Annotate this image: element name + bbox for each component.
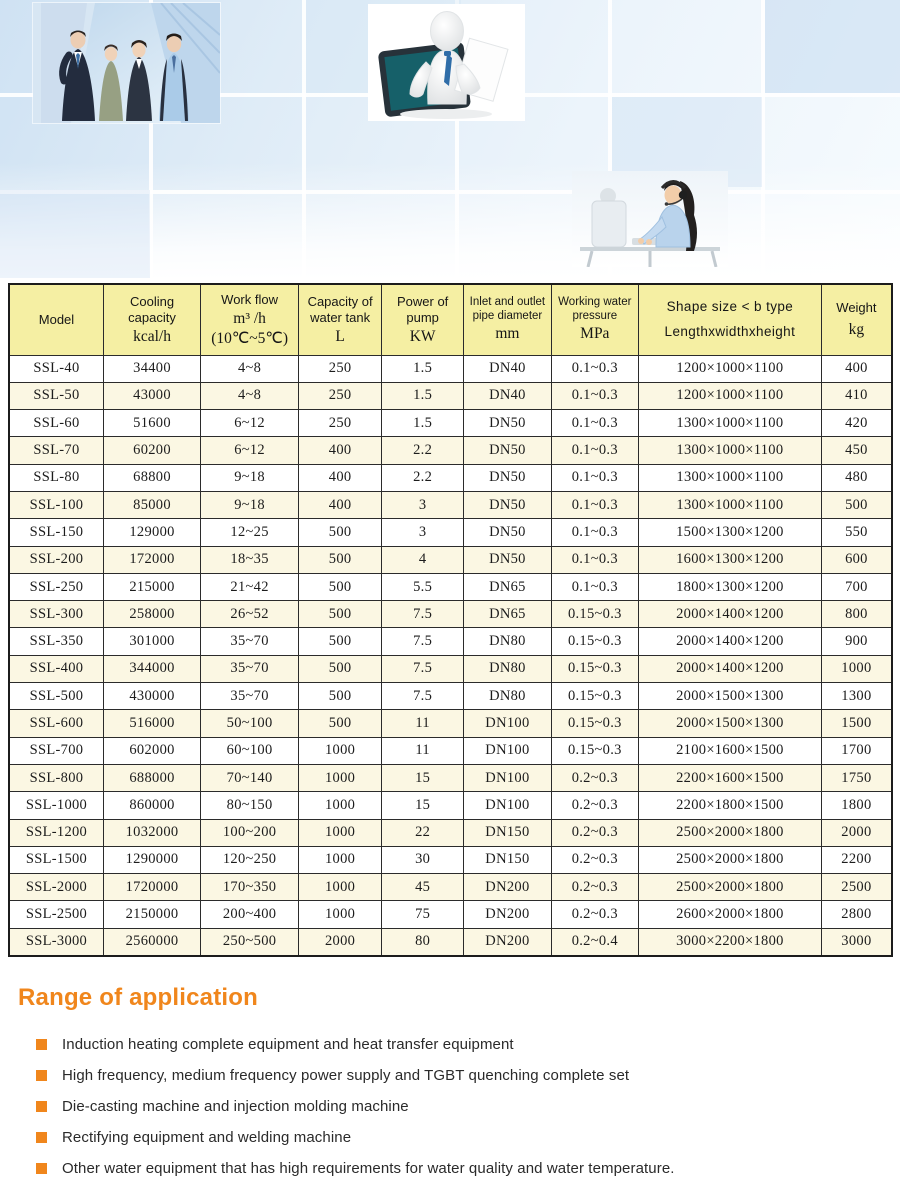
spec-cell: 43000 bbox=[103, 382, 200, 409]
spec-cell: DN80 bbox=[464, 628, 551, 655]
spec-cell: 500 bbox=[299, 573, 382, 600]
spec-cell: SSL-70 bbox=[9, 437, 103, 464]
spec-cell: 0.2~0.3 bbox=[551, 901, 638, 928]
spec-cell: 2500×2000×1800 bbox=[639, 874, 822, 901]
spec-row-SSL-500 bbox=[9, 683, 892, 710]
bullet-square-icon bbox=[36, 1039, 47, 1050]
spec-row-SSL-300 bbox=[9, 601, 892, 628]
spec-cell: 9~18 bbox=[201, 464, 299, 491]
spec-cell: DN65 bbox=[464, 601, 551, 628]
spec-cell: 1.5 bbox=[382, 410, 464, 437]
spec-cell: 0.1~0.3 bbox=[551, 519, 638, 546]
spec-cell: 0.2~0.3 bbox=[551, 819, 638, 846]
spec-cell: 18~35 bbox=[201, 546, 299, 573]
spec-cell: 1200×1000×1100 bbox=[639, 355, 822, 382]
spec-cell: 2000 bbox=[821, 819, 892, 846]
spec-cell: 1290000 bbox=[103, 846, 200, 873]
spec-cell: 0.2~0.3 bbox=[551, 846, 638, 873]
spec-cell: 2500 bbox=[821, 874, 892, 901]
spec-cell: 170~350 bbox=[201, 874, 299, 901]
spec-cell: 258000 bbox=[103, 601, 200, 628]
spec-cell: 2000×1400×1200 bbox=[639, 655, 822, 682]
spec-cell: 1032000 bbox=[103, 819, 200, 846]
spec-cell: 7.5 bbox=[382, 628, 464, 655]
spec-cell: 860000 bbox=[103, 792, 200, 819]
application-item-text: Other water equipment that has high requirements for water quality and water temperature. bbox=[62, 1159, 675, 1177]
spec-cell: 688000 bbox=[103, 764, 200, 791]
spec-cell: DN40 bbox=[464, 355, 551, 382]
spec-cell: 6~12 bbox=[201, 437, 299, 464]
spec-cell: 602000 bbox=[103, 737, 200, 764]
spec-cell: 250 bbox=[299, 382, 382, 409]
spec-cell: 3 bbox=[382, 519, 464, 546]
spec-cell: 60~100 bbox=[201, 737, 299, 764]
spec-cell: 0.1~0.3 bbox=[551, 410, 638, 437]
spec-cell: SSL-3000 bbox=[9, 928, 103, 955]
spec-cell: 15 bbox=[382, 792, 464, 819]
spec-cell: 550 bbox=[821, 519, 892, 546]
spec-cell: 2150000 bbox=[103, 901, 200, 928]
figure-with-laptop-photo bbox=[368, 4, 525, 121]
spec-cell: DN50 bbox=[464, 410, 551, 437]
spec-cell: 1700 bbox=[821, 737, 892, 764]
spec-row-SSL-800 bbox=[9, 764, 892, 791]
application-item bbox=[36, 1067, 900, 1084]
spec-cell: 2100×1600×1500 bbox=[639, 737, 822, 764]
spec-cell: 50~100 bbox=[201, 710, 299, 737]
col-header-pump: Power of pump KW bbox=[382, 284, 464, 355]
spec-cell: 5.5 bbox=[382, 573, 464, 600]
spec-cell: 2200×1600×1500 bbox=[639, 764, 822, 791]
spec-cell: 600 bbox=[821, 546, 892, 573]
spec-cell: 2.2 bbox=[382, 464, 464, 491]
spec-cell: 420 bbox=[821, 410, 892, 437]
grid-tile bbox=[765, 0, 900, 93]
spec-cell: 400 bbox=[299, 437, 382, 464]
spec-row-SSL-70 bbox=[9, 437, 892, 464]
bullet-square-icon bbox=[36, 1070, 47, 1081]
grid-tile bbox=[0, 190, 150, 278]
spec-cell: SSL-200 bbox=[9, 546, 103, 573]
spec-cell: 3000 bbox=[821, 928, 892, 955]
bullet-square-icon bbox=[36, 1132, 47, 1143]
spec-cell: 0.1~0.3 bbox=[551, 464, 638, 491]
spec-cell: 35~70 bbox=[201, 628, 299, 655]
spec-cell: 35~70 bbox=[201, 655, 299, 682]
spec-row-SSL-700 bbox=[9, 737, 892, 764]
spec-cell: 12~25 bbox=[201, 519, 299, 546]
spec-cell: 1500×1300×1200 bbox=[639, 519, 822, 546]
spec-cell: 2600×2000×1800 bbox=[639, 901, 822, 928]
spec-cell: DN200 bbox=[464, 928, 551, 955]
spec-cell: SSL-1200 bbox=[9, 819, 103, 846]
col-header-workflow: Work flow m³ /h (10℃~5℃) bbox=[201, 284, 299, 355]
spec-cell: SSL-500 bbox=[9, 683, 103, 710]
spec-cell: SSL-40 bbox=[9, 355, 103, 382]
application-item bbox=[36, 1098, 900, 1115]
spec-cell: SSL-100 bbox=[9, 491, 103, 518]
spec-cell: 900 bbox=[821, 628, 892, 655]
spec-cell: SSL-350 bbox=[9, 628, 103, 655]
spec-cell: 400 bbox=[299, 464, 382, 491]
spec-cell: 70~140 bbox=[201, 764, 299, 791]
spec-cell: SSL-700 bbox=[9, 737, 103, 764]
spec-cell: 7.5 bbox=[382, 601, 464, 628]
spec-cell: 30 bbox=[382, 846, 464, 873]
spec-cell: 344000 bbox=[103, 655, 200, 682]
spec-cell: 1300×1000×1100 bbox=[639, 464, 822, 491]
spec-cell: 1000 bbox=[299, 764, 382, 791]
spec-cell: 3 bbox=[382, 491, 464, 518]
spec-cell: 80~150 bbox=[201, 792, 299, 819]
col-header-tank: Capacity of water tank L bbox=[299, 284, 382, 355]
applications-list bbox=[36, 1036, 900, 1177]
spec-cell: SSL-600 bbox=[9, 710, 103, 737]
spec-cell: 34400 bbox=[103, 355, 200, 382]
spec-cell: DN200 bbox=[464, 874, 551, 901]
spec-cell: 2800 bbox=[821, 901, 892, 928]
spec-cell: 0.1~0.3 bbox=[551, 573, 638, 600]
spec-cell: 6~12 bbox=[201, 410, 299, 437]
spec-cell: SSL-2500 bbox=[9, 901, 103, 928]
spec-cell: 1720000 bbox=[103, 874, 200, 901]
spec-cell: 1.5 bbox=[382, 355, 464, 382]
banner bbox=[0, 0, 900, 280]
spec-cell: DN80 bbox=[464, 683, 551, 710]
spec-cell: 0.1~0.3 bbox=[551, 546, 638, 573]
spec-cell: SSL-50 bbox=[9, 382, 103, 409]
spec-cell: 215000 bbox=[103, 573, 200, 600]
spec-cell: 1300 bbox=[821, 683, 892, 710]
application-item bbox=[36, 1160, 900, 1177]
spec-cell: 1800×1300×1200 bbox=[639, 573, 822, 600]
spec-cell: 410 bbox=[821, 382, 892, 409]
application-item-text: High frequency, medium frequency power supply and TGBT quenching complete set bbox=[62, 1066, 630, 1084]
col-header-weight: Weight kg bbox=[821, 284, 892, 355]
spec-cell: 1000 bbox=[299, 874, 382, 901]
spec-cell: SSL-60 bbox=[9, 410, 103, 437]
spec-cell: 0.1~0.3 bbox=[551, 355, 638, 382]
spec-cell: 0.15~0.3 bbox=[551, 628, 638, 655]
spec-cell: SSL-80 bbox=[9, 464, 103, 491]
spec-row-SSL-100 bbox=[9, 491, 892, 518]
spec-cell: 35~70 bbox=[201, 683, 299, 710]
spec-table-section bbox=[8, 283, 893, 957]
spec-cell: DN50 bbox=[464, 437, 551, 464]
application-item bbox=[36, 1129, 900, 1146]
spec-cell: SSL-1000 bbox=[9, 792, 103, 819]
spec-cell: 2500×2000×1800 bbox=[639, 846, 822, 873]
spec-cell: 450 bbox=[821, 437, 892, 464]
spec-cell: 250 bbox=[299, 355, 382, 382]
spec-cell: 0.2~0.3 bbox=[551, 874, 638, 901]
spec-cell: 100~200 bbox=[201, 819, 299, 846]
spec-cell: 0.15~0.3 bbox=[551, 710, 638, 737]
spec-row-SSL-2000 bbox=[9, 874, 892, 901]
spec-cell: 2000×1500×1300 bbox=[639, 710, 822, 737]
spec-cell: 500 bbox=[299, 683, 382, 710]
spec-cell: 4~8 bbox=[201, 355, 299, 382]
range-of-application-heading: Range of application bbox=[18, 983, 259, 1011]
spec-cell: 4~8 bbox=[201, 382, 299, 409]
spec-cell: 80 bbox=[382, 928, 464, 955]
spec-cell: 45 bbox=[382, 874, 464, 901]
spec-cell: DN65 bbox=[464, 573, 551, 600]
spec-cell: 0.15~0.3 bbox=[551, 737, 638, 764]
col-header-cooling: Cooling capacity kcal/h bbox=[103, 284, 200, 355]
spec-cell: DN100 bbox=[464, 764, 551, 791]
spec-cell: 2500×2000×1800 bbox=[639, 819, 822, 846]
bullet-square-icon bbox=[36, 1101, 47, 1112]
col-header-model: Model bbox=[9, 284, 103, 355]
spec-row-SSL-80 bbox=[9, 464, 892, 491]
spec-cell: 75 bbox=[382, 901, 464, 928]
spec-cell: 0.2~0.3 bbox=[551, 792, 638, 819]
spec-cell: DN80 bbox=[464, 655, 551, 682]
spec-cell: SSL-400 bbox=[9, 655, 103, 682]
spec-cell: DN50 bbox=[464, 546, 551, 573]
spec-cell: DN40 bbox=[464, 382, 551, 409]
application-item-text: Die-casting machine and injection molding machine bbox=[62, 1097, 409, 1115]
spec-cell: 1000 bbox=[299, 819, 382, 846]
spec-cell: 500 bbox=[299, 710, 382, 737]
spec-row-SSL-600 bbox=[9, 710, 892, 737]
spec-cell: 0.1~0.3 bbox=[551, 491, 638, 518]
spec-cell: 250 bbox=[299, 410, 382, 437]
spec-cell: 7.5 bbox=[382, 683, 464, 710]
spec-cell: 0.15~0.3 bbox=[551, 683, 638, 710]
spec-cell: DN150 bbox=[464, 846, 551, 873]
spec-cell: 0.2~0.4 bbox=[551, 928, 638, 955]
spec-cell: 1.5 bbox=[382, 382, 464, 409]
spec-cell: 4 bbox=[382, 546, 464, 573]
col-header-pressure: Working water pressure MPa bbox=[551, 284, 638, 355]
spec-row-SSL-1000 bbox=[9, 792, 892, 819]
spec-cell: 400 bbox=[821, 355, 892, 382]
spec-cell: SSL-800 bbox=[9, 764, 103, 791]
spec-row-SSL-2500 bbox=[9, 901, 892, 928]
spec-cell: 9~18 bbox=[201, 491, 299, 518]
spec-row-SSL-1500 bbox=[9, 846, 892, 873]
spec-row-SSL-400 bbox=[9, 655, 892, 682]
spec-cell: 700 bbox=[821, 573, 892, 600]
spec-cell: 1300×1000×1100 bbox=[639, 410, 822, 437]
spec-cell: 2000×1500×1300 bbox=[639, 683, 822, 710]
spec-cell: 2000×1400×1200 bbox=[639, 628, 822, 655]
spec-cell: 85000 bbox=[103, 491, 200, 518]
spec-cell: 172000 bbox=[103, 546, 200, 573]
spec-cell: 500 bbox=[299, 519, 382, 546]
spec-cell: 2560000 bbox=[103, 928, 200, 955]
spec-cell: 1500 bbox=[821, 710, 892, 737]
spec-cell: DN50 bbox=[464, 519, 551, 546]
spec-cell: 1000 bbox=[299, 846, 382, 873]
spec-cell: 26~52 bbox=[201, 601, 299, 628]
spec-cell: 1800 bbox=[821, 792, 892, 819]
spec-table bbox=[8, 283, 893, 957]
spec-row-SSL-200 bbox=[9, 546, 892, 573]
spec-row-SSL-50 bbox=[9, 382, 892, 409]
spec-cell: 1750 bbox=[821, 764, 892, 791]
spec-cell: 500 bbox=[299, 601, 382, 628]
spec-row-SSL-150 bbox=[9, 519, 892, 546]
spec-row-SSL-60 bbox=[9, 410, 892, 437]
spec-cell: 500 bbox=[821, 491, 892, 518]
spec-cell: 3000×2200×1800 bbox=[639, 928, 822, 955]
spec-cell: SSL-250 bbox=[9, 573, 103, 600]
spec-cell: 0.15~0.3 bbox=[551, 655, 638, 682]
spec-cell: 516000 bbox=[103, 710, 200, 737]
spec-cell: 22 bbox=[382, 819, 464, 846]
spec-cell: DN100 bbox=[464, 792, 551, 819]
spec-cell: 0.2~0.3 bbox=[551, 764, 638, 791]
spec-cell: 0.15~0.3 bbox=[551, 601, 638, 628]
spec-cell: 480 bbox=[821, 464, 892, 491]
spec-cell: 1300×1000×1100 bbox=[639, 437, 822, 464]
bullet-square-icon bbox=[36, 1163, 47, 1174]
spec-cell: 500 bbox=[299, 655, 382, 682]
spec-cell: 1000 bbox=[299, 792, 382, 819]
spec-cell: DN50 bbox=[464, 464, 551, 491]
spec-cell: 301000 bbox=[103, 628, 200, 655]
spec-cell: 11 bbox=[382, 710, 464, 737]
spec-cell: 120~250 bbox=[201, 846, 299, 873]
spec-cell: 200~400 bbox=[201, 901, 299, 928]
spec-cell: 11 bbox=[382, 737, 464, 764]
spec-row-SSL-40 bbox=[9, 355, 892, 382]
spec-cell: SSL-2000 bbox=[9, 874, 103, 901]
spec-cell: 500 bbox=[299, 628, 382, 655]
spec-cell: 21~42 bbox=[201, 573, 299, 600]
application-item-text: Rectifying equipment and welding machine bbox=[62, 1128, 352, 1146]
spec-cell: 400 bbox=[299, 491, 382, 518]
spec-cell: 2000×1400×1200 bbox=[639, 601, 822, 628]
spec-cell: SSL-300 bbox=[9, 601, 103, 628]
spec-cell: 51600 bbox=[103, 410, 200, 437]
spec-cell: 0.1~0.3 bbox=[551, 382, 638, 409]
spec-cell: 2200×1800×1500 bbox=[639, 792, 822, 819]
spec-cell: DN150 bbox=[464, 819, 551, 846]
support-agent-photo bbox=[572, 171, 728, 267]
spec-row-SSL-250 bbox=[9, 573, 892, 600]
spec-cell: 68800 bbox=[103, 464, 200, 491]
spec-cell: 1300×1000×1100 bbox=[639, 491, 822, 518]
application-item bbox=[36, 1036, 900, 1053]
spec-cell: 1200×1000×1100 bbox=[639, 382, 822, 409]
spec-cell: 1600×1300×1200 bbox=[639, 546, 822, 573]
spec-cell: 2000 bbox=[299, 928, 382, 955]
spec-cell: DN100 bbox=[464, 710, 551, 737]
spec-cell: 800 bbox=[821, 601, 892, 628]
spec-row-SSL-1200 bbox=[9, 819, 892, 846]
spec-cell: 15 bbox=[382, 764, 464, 791]
spec-cell: 1000 bbox=[821, 655, 892, 682]
spec-cell: 2200 bbox=[821, 846, 892, 873]
col-header-inlet: Inlet and outlet pipe diameter mm bbox=[464, 284, 551, 355]
spec-cell: 0.1~0.3 bbox=[551, 437, 638, 464]
spec-row-SSL-350 bbox=[9, 628, 892, 655]
col-header-shape: Shape size < b type Lengthxwidthxheight bbox=[639, 284, 822, 355]
spec-cell: SSL-150 bbox=[9, 519, 103, 546]
spec-cell: 60200 bbox=[103, 437, 200, 464]
application-item-text: Induction heating complete equipment and heat transfer equipment bbox=[62, 1035, 514, 1053]
spec-cell: DN100 bbox=[464, 737, 551, 764]
spec-row-SSL-3000 bbox=[9, 928, 892, 955]
spec-cell: 7.5 bbox=[382, 655, 464, 682]
spec-cell: 2.2 bbox=[382, 437, 464, 464]
spec-cell: 250~500 bbox=[201, 928, 299, 955]
spec-cell: DN200 bbox=[464, 901, 551, 928]
spec-cell: SSL-1500 bbox=[9, 846, 103, 873]
spec-cell: 129000 bbox=[103, 519, 200, 546]
spec-header-row bbox=[9, 284, 892, 355]
spec-cell: DN50 bbox=[464, 491, 551, 518]
spec-cell: 1000 bbox=[299, 737, 382, 764]
business-team-photo bbox=[33, 3, 220, 123]
spec-cell: 500 bbox=[299, 546, 382, 573]
spec-cell: 430000 bbox=[103, 683, 200, 710]
spec-cell: 1000 bbox=[299, 901, 382, 928]
